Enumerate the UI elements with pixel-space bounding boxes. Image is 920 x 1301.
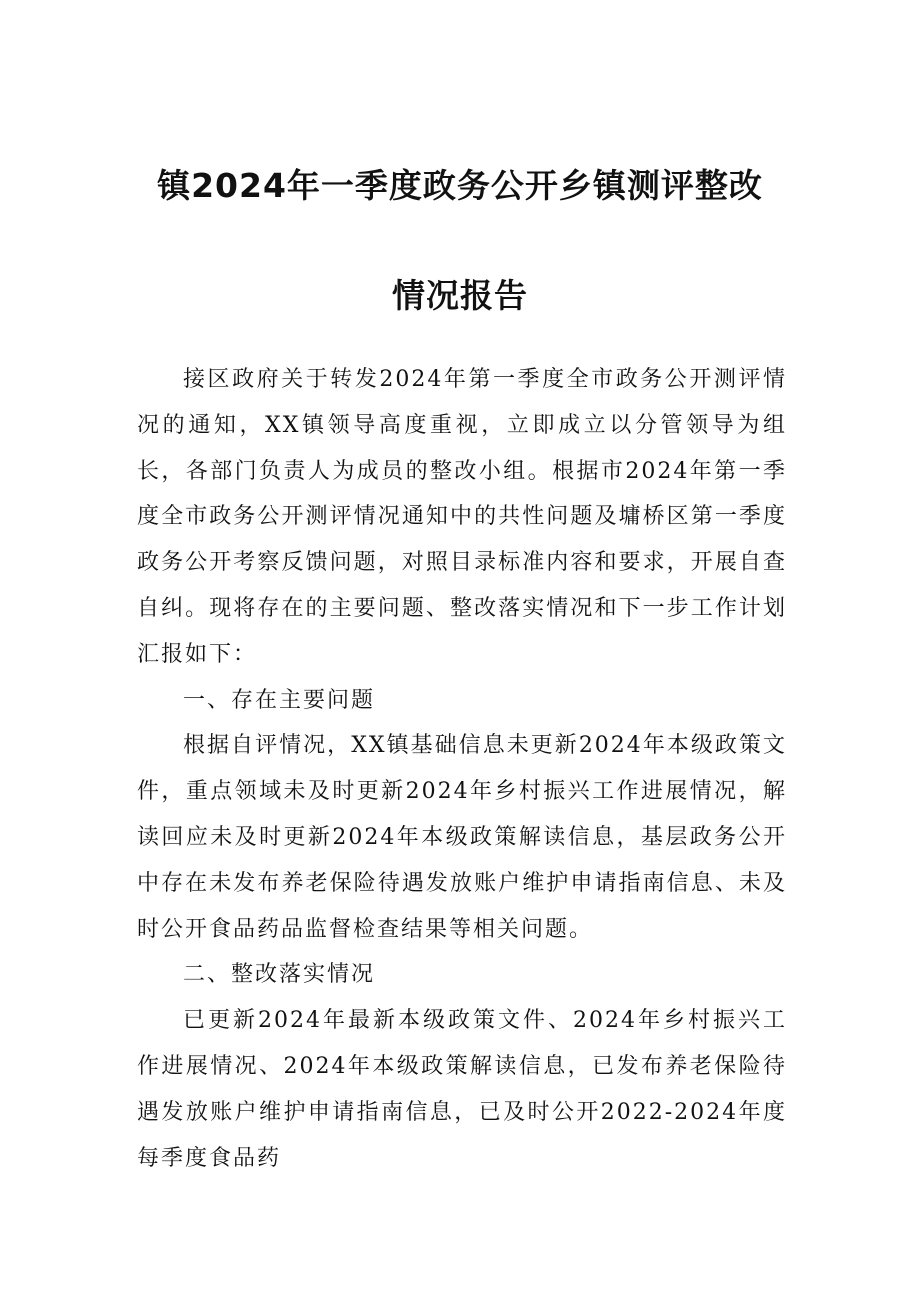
section-heading-rectification: 二、整改落实情况 — [183, 962, 376, 988]
paragraph-rectification: 已更新2024年最新本级政策文件、2024年乡村振兴工作进展情况、2024年本级政策解读信息，已发布养老保险待遇发放账户维护申请指南信息，已及时公开2022-2024年度每季度食品药 — [137, 1008, 787, 1171]
document-title-line-2: 情况报告 — [392, 276, 528, 315]
document-title-line-1: 镇2024年一季度政务公开乡镇测评整改 — [157, 166, 763, 205]
section-heading-problems: 一、存在主要问题 — [183, 687, 376, 713]
paragraph-problems: 根据自评情况，XX镇基础信息未更新2024年本级政策文件，重点领域未及时更新2024年乡村振兴工作进展情况，解读回应未及时更新2024年本级政策解读信息，基层政务公开中存在未发布养老保险待遇发放账户维护申请指南信息、未及时公开食品药品监督检查结果等相关问题。 — [137, 733, 787, 942]
document-body — [137, 357, 787, 1181]
paragraph-intro: 接区政府关于转发2024年第一季度全市政务公开测评情况的通知，XX镇领导高度重视，立即成立以分管领导为组长，各部门负责人为成员的整改小组。根据市2024年第一季度全市政务公开测评情况通知中的共性问题及墉桥区第一季度政务公开考察反馈问题，对照目录标准内容和要求，开展自查自纠。现将存在的主要问题、整改落实情况和下一步工作计划汇报如下： — [137, 367, 787, 667]
